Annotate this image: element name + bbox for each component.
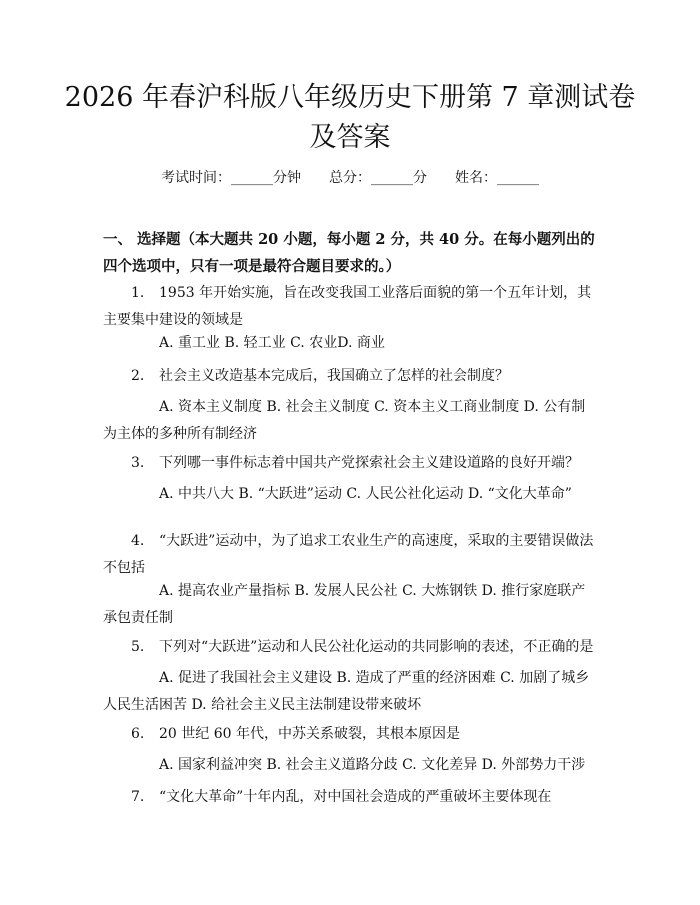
question-number: 3. [131,455,145,471]
question-5-options: A. 促进了我国社会主义建设 B. 造成了严重的经济困难 C. 加剧了城乡人民生活困苦 D. 给社会主义民主法制建设带来破坏 [103,670,590,713]
question-stem: 1953 年开始实施，旨在改变我国工业落后面貌的第一个五年计划，其主要集中建设的领域是 [103,285,592,328]
question-4 [103,528,599,582]
question-stem: 下列对“大跃进”运动和人民公社化运动的共同影响的表述，不正确的是 [159,639,594,655]
question-number: 1. [131,285,145,301]
question-6-options: A. 国家利益冲突 B. 社会主义道路分歧 C. 文化差异 D. 外部势力干涉 [159,757,586,773]
question-stem: 20 世纪 60 年代，中苏关系破裂，其根本原因是 [159,726,460,742]
question-stem: “文化大革命”十年内乱，对中国社会造成的严重破坏主要体现在 [159,789,552,805]
question-stem: 下列哪一事件标志着中国共产党探索社会主义建设道路的良好开端？ [159,455,579,471]
question-3 [103,450,599,477]
question-number: 2. [131,368,145,384]
section-heading: 一、 选择题（本大题共 20 小题，每小题 2 分，共 40 分。在每小题列出的四个选项中，只有一项是最符合题目要求的。） [103,231,595,275]
exam-info [0,168,700,188]
question-2 [103,363,599,390]
question-4-options: A. 提高农业产量指标 B. 发展人民公社 C. 大炼钢铁 D. 推行家庭联产承包责任制 [103,583,586,626]
question-7 [103,784,599,811]
question-stem: “大跃进”运动中，为了追求工农业生产的高速度，采取的主要错误做法不包括 [103,533,594,576]
question-1-options: A. 重工业 B. 轻工业 C. 农业D. 商业 [159,335,385,351]
question-3-options: A. 中共八大 B. “大跃进”运动 C. 人民公社化运动 D. “文化大革命” [159,486,572,502]
student-name-field: 姓名：______ [455,170,539,186]
question-number: 6. [131,726,145,742]
question-number: 7. [131,789,145,805]
question-2-options: A. 资本主义制度 B. 社会主义制度 C. 资本主义工商业制度 D. 公有制为主体的多种所有制经济 [103,399,586,442]
question-number: 5. [131,639,145,655]
total-score-field: 总分：______分 [329,170,427,186]
question-6 [103,721,599,748]
exam-time-field: 考试时间：______分钟 [161,170,301,186]
question-1 [103,280,599,334]
page-title: 2026 年春沪科版八年级历史下册第 7 章测试卷及答案 [64,82,636,153]
question-5 [103,634,599,661]
question-number: 4. [131,533,145,549]
question-stem: 社会主义改造基本完成后，我国确立了怎样的社会制度？ [159,368,509,384]
